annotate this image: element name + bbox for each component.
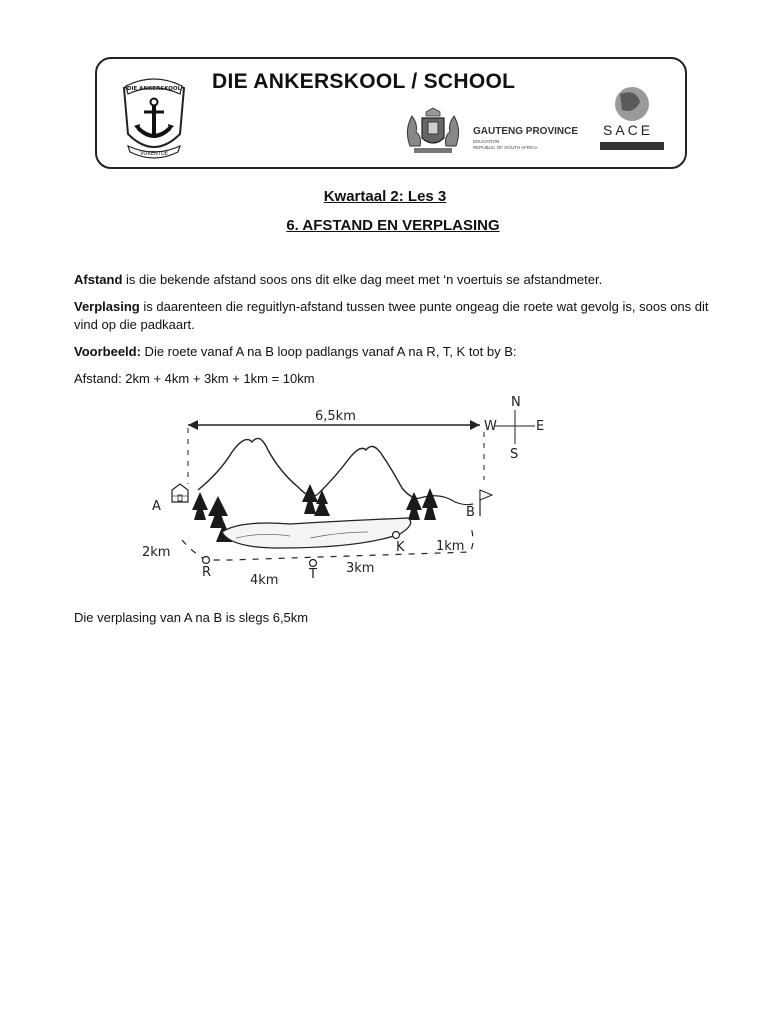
gauteng-coat-of-arms-icon <box>400 106 466 154</box>
verplasing-definition: is daarenteen die reguitlyn-afstand tussen twee punte ongeag die roete wat gevolg is, soos ons dit vind op die padkaart. <box>74 299 709 332</box>
sace-logo-icon <box>596 84 668 154</box>
gauteng-education: EDUCATION <box>473 139 500 144</box>
lesson-title: Kwartaal 2: Les 3 <box>323 188 447 205</box>
lake <box>222 518 411 548</box>
afstand-sum: Afstand: 2km + 4km + 3km + 1km = 10km <box>74 371 315 386</box>
point-b-label: B <box>466 505 475 520</box>
logo-text-bottom: VORENTOE <box>140 151 168 157</box>
compass-s: S <box>510 447 519 462</box>
conclusion-text: Die verplasing van A na B is slegs 6,5km <box>74 610 309 625</box>
displacement-diagram <box>140 392 560 592</box>
house-icon <box>172 484 188 502</box>
afstand-term: Afstand <box>74 272 123 287</box>
compass-e: E <box>536 419 545 434</box>
gauteng-province-title: GAUTENG PROVINCE <box>473 126 579 137</box>
displacement-label: 6,5km <box>315 409 356 424</box>
voorbeeld-paragraph <box>74 343 714 361</box>
afstand-definition: is die bekende afstand soos ons dit elke dag meet met ‘n voertuis se afstandmeter. <box>122 272 603 287</box>
sace-label: SACE <box>603 122 654 138</box>
point-a-label: A <box>152 499 161 514</box>
logo-text: DIE ANKERSKOOL <box>126 86 182 92</box>
verplasing-term: Verplasing <box>74 299 140 314</box>
verplasing-paragraph <box>74 298 714 334</box>
segment-tk-label: 3km <box>346 561 375 576</box>
waypoint-k <box>393 532 400 539</box>
afstand-paragraph <box>74 271 714 289</box>
compass-icon <box>484 395 544 462</box>
point-k-label: K <box>396 540 405 555</box>
mountain-right <box>320 446 420 498</box>
gauteng-republic: REPUBLIC OF SOUTH AFRICA <box>473 145 538 150</box>
voorbeeld-term: Voorbeeld: <box>74 344 141 359</box>
waypoint-r <box>203 557 210 564</box>
anchor-school-logo <box>118 74 190 160</box>
voorbeeld-text: Die roete vanaf A na B loop padlangs vanaf A na R, T, K tot by B: <box>140 344 517 359</box>
flag-icon <box>480 490 492 516</box>
compass-w: W <box>484 419 497 434</box>
waypoint-t <box>310 560 317 567</box>
point-t-label: T <box>309 567 317 582</box>
segment-rt-label: 4km <box>250 573 279 588</box>
mountain-left <box>198 438 320 496</box>
section-title: 6. AFSTAND EN VERPLASING <box>286 217 500 234</box>
segment-ar-label: 2km <box>142 545 171 560</box>
compass-n: N <box>511 395 521 410</box>
point-r-label: R <box>202 565 212 580</box>
school-name: DIE ANKERSKOOL / SCHOOL <box>212 70 516 93</box>
segment-kb-label: 1km <box>436 539 465 554</box>
